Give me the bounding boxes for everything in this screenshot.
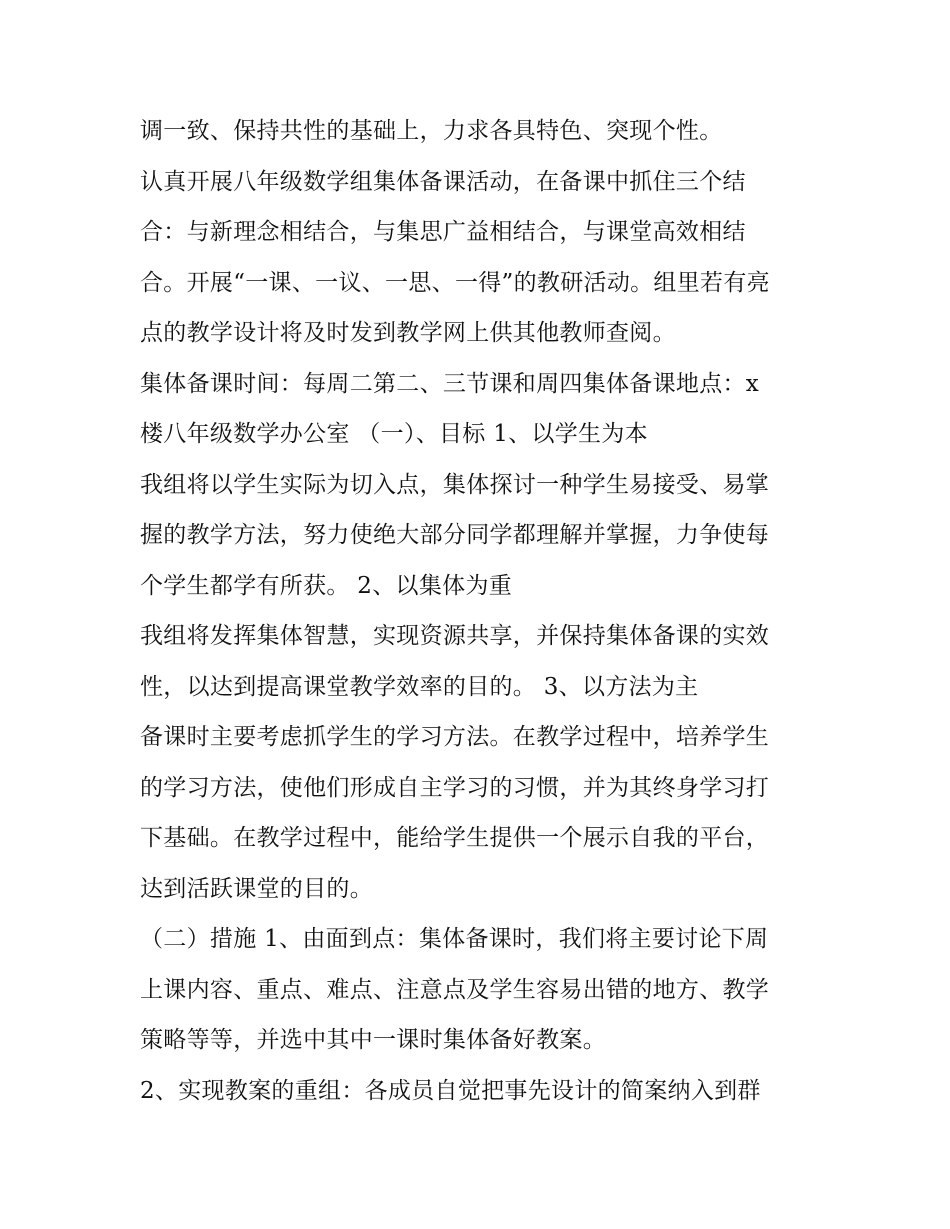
text-line: 点的教学设计将及时发到教学网上供其他教师查阅。 [140, 320, 676, 346]
text-line: 集体备课时间：每周二第二、三节课和周四集体备课地点：x [140, 370, 760, 397]
text-line: 个学生都学有所获。 2、以集体为重 [140, 572, 513, 599]
text-line: 达到活跃课堂的目的。 [140, 875, 373, 902]
text-line: 我组将发挥集体智慧，实现资源共享，并保持集体备课的实效 [140, 623, 770, 649]
text-line: 备课时主要考虑抓学生的学习方法。在教学过程中，培养学生 [140, 724, 770, 750]
document-body [140, 106, 820, 1116]
text-line: 认真开展八年级数学组集体备课活动，在备课中抓住三个结 [140, 168, 746, 195]
text-line: 调一致、保持共性的基础上，力求各具特色、突现个性。 [140, 118, 723, 144]
text-line: （二）措施 1、由面到点：集体备课时，我们将主要讨论下周 [140, 926, 769, 952]
text-line: 我组将以学生实际为切入点，集体探讨一种学生易接受、易掌 [140, 471, 770, 498]
text-line: 合：与新理念相结合，与集思广益相结合，与课堂高效相结 [140, 219, 746, 245]
text-line: 的学习方法，使他们形成自主学习的习惯，并为其终身学习打 [140, 774, 770, 801]
text-line: 合。开展“一课、一议、一思、一得”的教研活动。组里若有亮 [140, 269, 770, 296]
text-line: 性，以达到提高课堂教学效率的目的。 3、以方法为主 [140, 673, 699, 700]
text-line: 握的教学方法，努力使绝大部分同学都理解并掌握，力争使每 [140, 522, 770, 548]
text-line: 策略等等，并选中其中一课时集体备好教案。 [140, 1027, 606, 1053]
text-line: 楼八年级数学办公室 （一）、目标 1、以学生为本 [140, 421, 648, 447]
text-line: 下基础。在教学过程中，能给学生提供一个展示自我的平台， [140, 825, 770, 851]
text-line: 2、实现教案的重组：各成员自觉把事先设计的简案纳入到群 [140, 1077, 761, 1104]
text-line: 上课内容、重点、难点、注意点及学生容易出错的地方、教学 [140, 976, 770, 1003]
